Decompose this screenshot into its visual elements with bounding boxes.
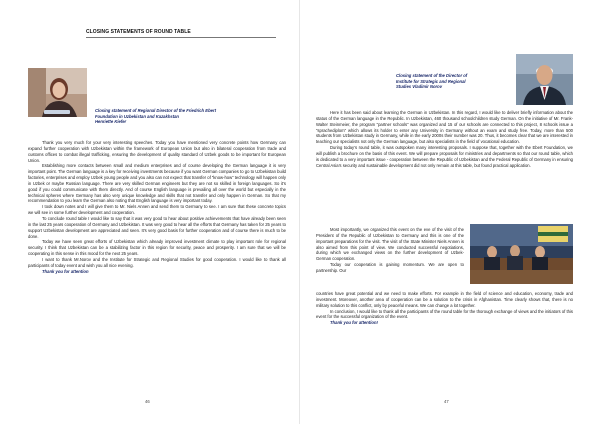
page-number-left: 46 xyxy=(145,399,150,404)
paragraph: During today’s round table, it was outspoken many interesting proposals. I suppose that, together with the Ebert Foundation, we will publish a brochure on the basis of this event. We will prepare proposals for ministries and departments so that our round table, which is dedicated to a very important issue - cooperation between the Republic of Uzbekistan and the Federal Republic of Germany in ensuring Central Asia’s security and sustainable development did not only remain at this table, but found practical application. xyxy=(316,145,573,168)
paragraph: Today we have seen great efforts of Uzbekistan which already improved investment climate to play important role for regional security. I think that Uzbekistan can be a stabilizing factor in this region for security, peace and prosperity. I am sure that we will be cooperating in this sense in this mood for the next 25 years. xyxy=(28,239,286,257)
meeting-photo xyxy=(470,224,573,284)
caption-line: Studies Vladimir Norov xyxy=(396,84,443,90)
thanks-line: Thank you for attention xyxy=(42,268,89,274)
paragraph: Establishing more contacts between small and medium enterprises and of course developing the German language it is very important point. The German language is a key for receiving investments because if you want German companies to go to Uzbekistan build factories, enterprises and employ Uzbek young people and you also can not expect that transfer of “know-how” technology will happen only in Uzbek or maybe Russian language. There are very skilled German engineers but they are not so skilled in foreign languages. So it’s good if you could communicate with them directly. And of course English language is prevailing all over the world but especially in the technical spheres where Germany has also very unique knowledge and skills that not transfer and only happen in German. So that my recommendation to you learn the German also noting that English language is very important today. xyxy=(28,163,286,204)
caption-line: Henriette Kiefer xyxy=(95,119,127,125)
caption-line: Closing statement of the Director of xyxy=(396,73,468,78)
photo-event-meeting xyxy=(470,224,573,284)
right-body-top xyxy=(316,110,573,168)
left-body-text xyxy=(28,140,286,274)
paragraph: Thank you very much for your very interesting speeches. Today you have mentioned very concrete points how Germany can expand further cooperation with Uzbekistan within the framework of European Union but also in bilateral cooperation from trade and customs offices to combat illegal trafficking, ensuring the development of quality standard of Uzbek goods to be important for European Union. xyxy=(28,140,286,163)
thanks-line: Thank you for attention! xyxy=(330,320,378,326)
paragraph: Here it has been said about learning the German in Uzbekistan. In this regard, I would like to deliver briefly information about the status of the German language in the Republic. In Uzbekistan, 460 thousand schoolchildren study German. On the initiative of Mr. Frank-Walter Steinmeier, the program “partner schools” was organized and 15 of our schools are connected to this project, 8 schools issue a “sprachediplom” which allows its holder to enter any University in Germany without an exam and study free. Today, more than 500 students from Uzbekistan study in Germany, while in the early 2000s their number was 20. Thus, it becomes clear that we are interested in teaching our specialists not only the German language, but also specialists in the field of vocational education. xyxy=(316,110,573,145)
right-body-bottom xyxy=(316,291,573,326)
right-page xyxy=(300,0,600,424)
speaker-portrait-right xyxy=(516,54,573,105)
right-body-wrap xyxy=(316,227,464,274)
paragraph: countries have great potential and we need to make efforts. For example in the field of science and education, economy, trade and investment. Moreover, another area of cooperation can be a solution to the crisis in Afghanistan. Time clearly shows that, there is no military solution to this conflict, only by peaceful means. We can change a lot together. xyxy=(316,291,573,308)
paragraph: Most importantly, we organized this event on the eve of the visit of the President of the Republic of Uzbekistan to Germany and this is one of the important preparations for the visit. The visit of the State Minister Niels Annen is also aimed from this point of view. We conducted successful negotiations, during which we exchanged views on the further development of Uzbek-German cooperation. xyxy=(316,227,464,262)
left-caption xyxy=(95,108,295,125)
page-number-right: 47 xyxy=(444,399,449,404)
caption-line: Closing statement of Regional Director of the Friedrich Ebert xyxy=(95,108,216,113)
caption-line: Institute for Strategic and Regional xyxy=(396,78,466,84)
photo-vladimir-norov xyxy=(516,54,573,105)
paragraph: In conclusion, I would like to thank all the participants of the round table for the thorough exchange of views and the initiators of this event for the successful organization of the event. xyxy=(316,308,573,320)
photo-henriette-kiefer xyxy=(28,68,87,117)
right-caption xyxy=(396,73,516,90)
speaker-portrait-left xyxy=(28,68,87,117)
paragraph: Today our cooperation is gaining momentum. We are open to partnership. Our xyxy=(316,262,464,273)
section-title: CLOSING STATEMENTS OF ROUND TABLE xyxy=(86,29,191,35)
paragraph: I want to thank Mr.Norov and the Institute for Strategic and Regional Studies for good cooperation. I would like to thank all participants of today event and wish you all nice evening. xyxy=(28,256,286,268)
title-rule xyxy=(86,37,276,38)
caption-line: Foundation in Uzbekistan and Kazakhstan xyxy=(95,113,179,119)
paragraph: To conclude round table I would like to say that it was very good to hear about positive achievements that have already been seen in the last 25 years cooperation of Germany and Uzbekistan. It was very good to hear all the efforts that Germany has taken for 25 years to support Uzbekistan development are appreciated and seen. It’s very good basis for further cooperation and of course there is much to be done. xyxy=(28,215,286,239)
paragraph: I took down notes and I will give them to Mr. Niels Annen and send them to Germany to see. I am sure that these concrete topics we will see in some further development and cooperation. xyxy=(28,204,286,216)
